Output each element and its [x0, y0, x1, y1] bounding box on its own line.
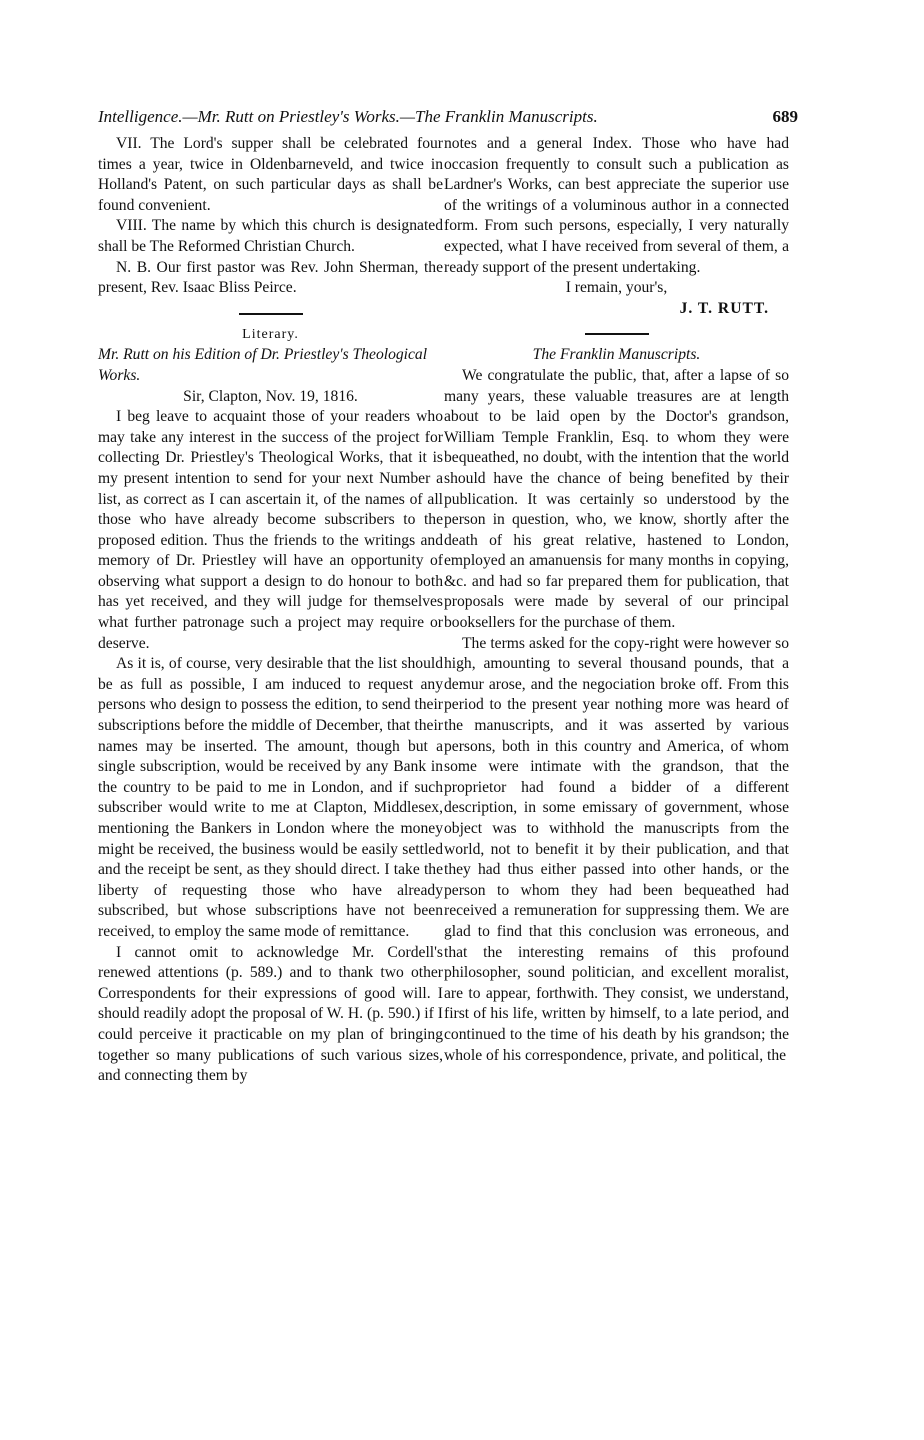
- body-paragraph: notes and a general Index. Those who have had occasion frequently to consult such a publication as Lardner's Works, can best appreciate the superior use of the writings of a voluminous author in a connected form. From such persons, especially, I very naturally expected, what I have received from several of them, a ready support of the present undertaking.: [444, 135, 789, 276]
- letter-salutation: Sir, Clapton, Nov. 19, 1816.: [183, 387, 358, 405]
- body-paragraph: As it is, of course, very desirable that the list should be as full as possible, I am induced to request any persons who design to possess the edition, to send their subscriptions before the middle of December, that their names may be inserted. The amount, though but a single subscription, would be received by any Bank in the country to be paid to me in London, and if such subscriber would write to me at Clapton, Middlesex, mentioning the Bankers in London where the money might be received, the business would be easily settled and the receipt be sent, as they should direct. I take the liberty of requesting those who have already subscribed, but whose subscriptions have not been received, to employ the same mode of remittance.: [98, 655, 443, 940]
- article-item-vii: VII. The Lord's supper shall be celebrated four times a year, twice in Oldenbarneveld, and twice in Holland's Patent, on such particular days as shall be found convenient.: [98, 135, 443, 214]
- left-column: [98, 134, 443, 1087]
- section-divider: [239, 313, 303, 315]
- body-paragraph: I cannot omit to acknowledge Mr. Cordell's renewed attentions (p. 589.) and to thank two other Correspondents for their expressions of good will. I should readily adopt the proposal of W. H. (p. 590.) if I could perceive it practicable on my plan of bringing together so many publications of such various sizes, and connecting them by: [98, 943, 443, 1085]
- right-column: [444, 134, 789, 1066]
- running-head: [98, 106, 798, 128]
- pastor-note: N. B. Our first pastor was Rev. John Sherman, the present, Rev. Isaac Bliss Peirce.: [98, 258, 443, 297]
- running-title: Intelligence.—Mr. Rutt on Priestley's Works.—The Franklin Manuscripts.: [98, 107, 598, 126]
- article-title: The Franklin Manuscripts.: [532, 346, 701, 364]
- section-divider: [585, 333, 649, 335]
- body-paragraph: We congratulate the public, that, after a lapse of so many years, these valuable treasures are at length about to be laid open by the Doctor's grandson, William Temple Franklin, Esq. to whom they were bequeathed, no doubt, with the intention that the world should have the chance of being benefited by their publication. It was certainly so understood by the person in question, who, we know, shortly after the death of his great relative, hastened to London, employed an amanuensis for many months in copying, &c. and had so far prepared them for publication, that proposals were made by several of our principal booksellers for the purchase of them.: [444, 366, 789, 632]
- section-heading: Literary.: [242, 326, 299, 342]
- body-paragraph: The terms asked for the copy-right were however so high, amounting to several thousand pounds, that a demur arose, and the negociation broke off. From this period to the present year nothing more was heard of the manuscripts, and it was asserted by various persons, both in this country and America, of whom some were intimate with the grandson, that the proprietor had found a bidder of a different description, in some emissary of government, whose object was to withhold the manuscripts from the world, not to benefit it by their publication, and that they had thus either passed into other hands, or the person to whom they had been bequeathed had received a remuneration for suppressing them. We are glad to find that this conclusion was erroneous, and that the interesting remains of this profound philosopher, sound politician, and excellent moralist, are to appear, forthwith. They consist, we understand, first of his life, written by himself, to a late period, and continued to the time of his death by his grandson; the whole of his correspondence, private, and political, the: [444, 634, 789, 1064]
- letter-signature: J. T. RUTT.: [679, 299, 769, 317]
- letter-closing: I remain, your's,: [565, 279, 668, 297]
- page-number: 689: [772, 107, 798, 126]
- article-title: Mr. Rutt on his Edition of Dr. Priestley's Theological Works.: [98, 346, 428, 384]
- body-paragraph: I beg leave to acquaint those of your readers who may take any interest in the success of the project for collecting Dr. Priestley's Theological Works, that it is my present intention to send for your next Number a list, as correct as I can ascertain it, of the names of all those who have already become subscribers to the proposed edition. Thus the friends to the writings and memory of Dr. Priestley will have an opportunity of observing what support a design to do honour to both has yet received, and they will judge for themselves what further patronage such a project may require or deserve.: [98, 408, 443, 652]
- article-item-viii: VIII. The name by which this church is designated shall be The Reformed Christian Church.: [98, 217, 443, 255]
